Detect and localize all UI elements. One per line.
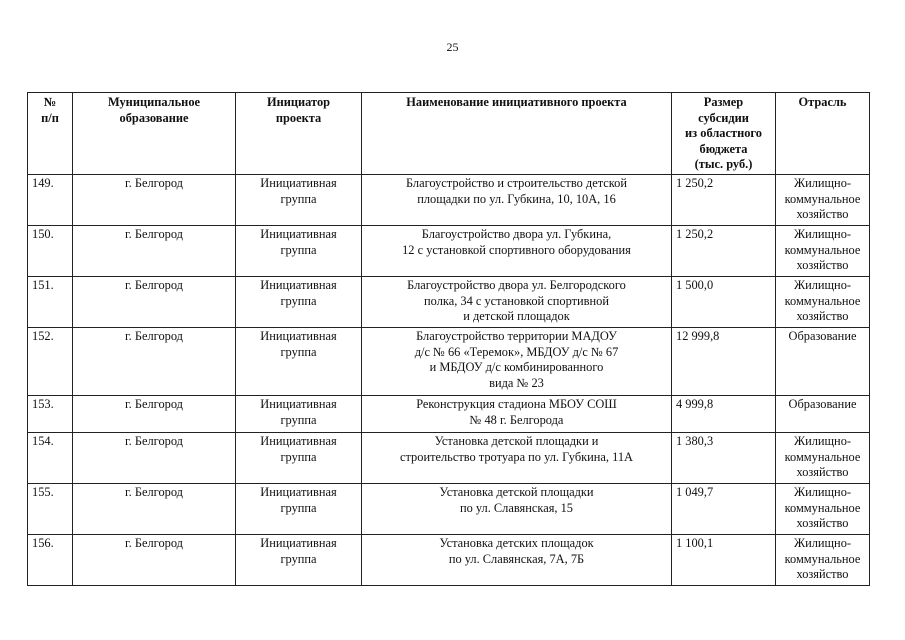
row-sector: Жилищно- коммунальное хозяйство	[776, 175, 870, 226]
table-row	[28, 535, 870, 586]
row-title: Реконструкция стадиона МБОУ СОШ № 48 г. Белгорода	[362, 396, 672, 433]
row-amount: 1 500,0	[672, 277, 776, 328]
row-amount: 1 049,7	[672, 484, 776, 535]
row-number: 156.	[28, 535, 73, 586]
row-municipality: г. Белгород	[73, 328, 236, 396]
row-municipality: г. Белгород	[73, 535, 236, 586]
row-sector: Жилищно- коммунальное хозяйство	[776, 226, 870, 277]
row-amount: 4 999,8	[672, 396, 776, 433]
row-number: 155.	[28, 484, 73, 535]
row-initiator: Инициативная группа	[236, 535, 362, 586]
header-title: Наименование инициативного проекта	[362, 93, 672, 175]
row-title: Благоустройство территории МАДОУ д/с № 66 «Теремок», МБДОУ д/с № 67 и МБДОУ д/с комбинированного вида № 23	[362, 328, 672, 396]
header-amount: Размер субсидии из областного бюджета (тыс. руб.)	[672, 93, 776, 175]
row-title: Установка детской площадки и строительство тротуара по ул. Губкина, 11А	[362, 433, 672, 484]
header-row	[28, 93, 870, 175]
row-sector: Жилищно- коммунальное хозяйство	[776, 433, 870, 484]
row-title: Благоустройство двора ул. Губкина, 12 с установкой спортивного оборудования	[362, 226, 672, 277]
row-title: Установка детских площадок по ул. Славянская, 7А, 7Б	[362, 535, 672, 586]
row-municipality: г. Белгород	[73, 484, 236, 535]
table-row	[28, 175, 870, 226]
row-number: 154.	[28, 433, 73, 484]
row-initiator: Инициативная группа	[236, 433, 362, 484]
row-amount: 1 250,2	[672, 226, 776, 277]
row-sector: Жилищно- коммунальное хозяйство	[776, 484, 870, 535]
row-municipality: г. Белгород	[73, 433, 236, 484]
row-amount: 1 100,1	[672, 535, 776, 586]
subsidy-table	[27, 92, 870, 586]
table-row	[28, 396, 870, 433]
row-initiator: Инициативная группа	[236, 175, 362, 226]
table-row	[28, 484, 870, 535]
row-number: 152.	[28, 328, 73, 396]
row-municipality: г. Белгород	[73, 277, 236, 328]
row-number: 150.	[28, 226, 73, 277]
row-initiator: Инициативная группа	[236, 328, 362, 396]
row-municipality: г. Белгород	[73, 396, 236, 433]
table-row	[28, 277, 870, 328]
row-municipality: г. Белгород	[73, 226, 236, 277]
table-row	[28, 226, 870, 277]
row-number: 151.	[28, 277, 73, 328]
header-municipality: Муниципальное образование	[73, 93, 236, 175]
row-initiator: Инициативная группа	[236, 484, 362, 535]
table-row	[28, 433, 870, 484]
row-amount: 1 380,3	[672, 433, 776, 484]
row-initiator: Инициативная группа	[236, 226, 362, 277]
row-sector: Жилищно- коммунальное хозяйство	[776, 277, 870, 328]
row-number: 149.	[28, 175, 73, 226]
row-number: 153.	[28, 396, 73, 433]
row-amount: 1 250,2	[672, 175, 776, 226]
row-title: Установка детской площадки по ул. Славянская, 15	[362, 484, 672, 535]
row-amount: 12 999,8	[672, 328, 776, 396]
row-sector: Жилищно- коммунальное хозяйство	[776, 535, 870, 586]
row-initiator: Инициативная группа	[236, 396, 362, 433]
header-initiator: Инициатор проекта	[236, 93, 362, 175]
row-sector: Образование	[776, 396, 870, 433]
row-municipality: г. Белгород	[73, 175, 236, 226]
header-num: № п/п	[28, 93, 73, 175]
row-title: Благоустройство двора ул. Белгородского полка, 34 с установкой спортивной и детской площадок	[362, 277, 672, 328]
row-sector: Образование	[776, 328, 870, 396]
row-title: Благоустройство и строительство детской площадки по ул. Губкина, 10, 10А, 16	[362, 175, 672, 226]
header-sector: Отрасль	[776, 93, 870, 175]
row-initiator: Инициативная группа	[236, 277, 362, 328]
table-row	[28, 328, 870, 396]
page-number: 25	[446, 40, 459, 54]
